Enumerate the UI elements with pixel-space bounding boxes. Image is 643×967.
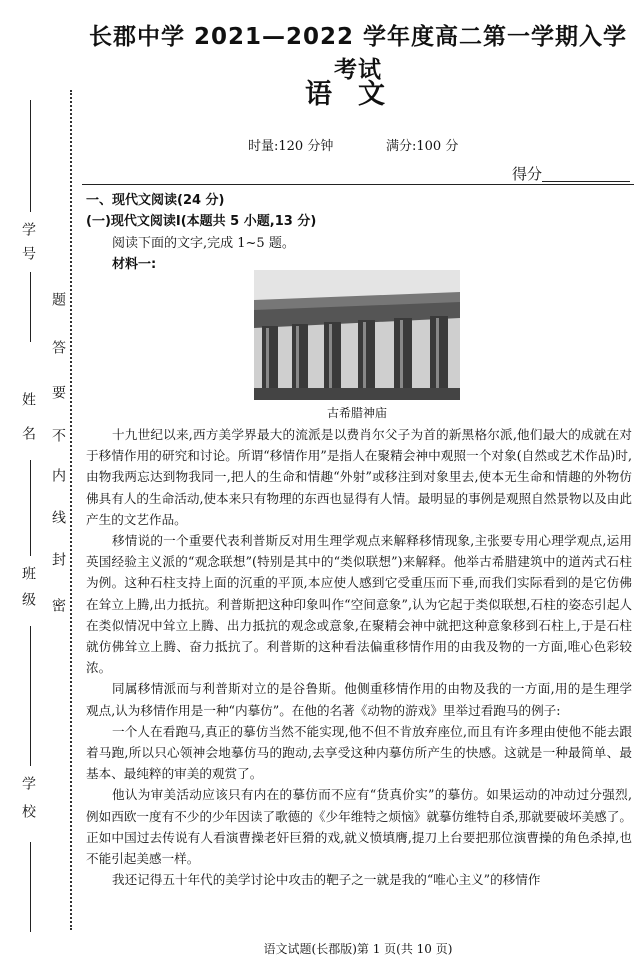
paragraph: 他认为审美活动应该只有内在的摹仿而不应有“货真价实”的摹仿。如果运动的冲动过分强烈,例如西欧一度有不少的少年因读了歌德的《少年维特之烦恼》就摹仿维特自杀,那就要破坏美感了。正如中国过去传说有人看演曹操老奸巨猾的戏,就义愤填膺,提刀上台要把那位演曹操的角色杀掉,也不能引起美感一样。: [86, 787, 632, 867]
paragraph: 一个人在看跑马,真正的摹仿当然不能实现,他不但不肯放弃座位,而且有许多理由使他不能去跟着马跑,所以只心领神会地摹仿马的跑动,去享受这种内摹仿所产生的快感。这就是一种最简单、最基本、最纯粹的审美的观赏了。: [86, 723, 632, 782]
exam-title: 长郡中学 2021—2022 学年度高二第一学期入学考试: [88, 24, 628, 83]
material-label: 材料一:: [112, 257, 157, 272]
paragraph: 十九世纪以来,西方美学界最大的流派是以费肖尔父子为首的新黑格尔派,他们最大的成就在对于移情作用的研究和讨论。所谓“移情作用”是指人在聚精会神中观照一个对象(自然或艺术作品)时,由物我两忘达到物我同一,把人的生命和情趣“外射”或移注到对象里去,使本无生命和情趣的外物仿佛具有人的生命活动,使本来只有物理的东西也显得有人情。最明显的事例是观照自然景物以及由此产生的文艺作品。: [86, 427, 632, 527]
time-limit: 时量:120 分钟: [248, 139, 334, 154]
xuehao-fill-line-lower[interactable]: [30, 272, 31, 342]
paragraph: 我还记得五十年代的美学讨论中攻击的靶子之一就是我的“唯心主义”的移情作: [112, 872, 541, 888]
seal-char: 题: [50, 292, 66, 306]
section-heading: 一、现代文阅读(24 分): [86, 193, 225, 208]
instruction-text: 阅读下面的文字,完成 1~5 题。: [112, 236, 295, 251]
seal-char: 答: [50, 340, 66, 354]
score-fill-line[interactable]: [542, 181, 630, 182]
header-rule: [82, 184, 634, 185]
page-footer: 语文试题(长郡版)第 1 页(共 10 页): [263, 942, 453, 956]
seal-char: 封: [50, 552, 66, 566]
paragraph: 移情说的一个重要代表利普斯反对用生理学观点来解释移情现象,主张要专用心理学观点,运用英国经验主义派的“观念联想”(特别是其中的“类似联想”)来解释。他举古希腊建筑中的道芮式石柱为例。这种石柱支持上面的沉重的平顶,本应使人感到它受重压而下垂,而我们实际看到的是它仿佛在耸立上腾,出力抵抗。利普斯把这种印象叫作“空间意象”,认为它起于类似联想,石柱的姿态引起人在类似情况中耸立上腾、出力抵抗的观念或意象,在聚精会神中就把这种意象移到石柱上,于是石柱就仿佛耸立上腾、奋力抵抗了。利普斯的这种看法偏重移情作用的由我及物的一方面,唯心色彩较浓。: [86, 533, 632, 676]
seal-char: 内: [50, 468, 66, 482]
seal-char: 线: [50, 510, 66, 524]
xingming-label: 姓名: [20, 392, 36, 460]
exam-sheet: [82, 0, 634, 967]
banji-fill-line[interactable]: [30, 626, 31, 766]
subject-title: 语文: [305, 79, 411, 110]
temple-photo: [254, 270, 460, 400]
binding-margin: [0, 0, 78, 967]
image-caption: 古希腊神庙: [326, 406, 387, 420]
xuexiao-fill-line[interactable]: [30, 842, 31, 932]
paragraph: 同属移情派而与利普斯对立的是谷鲁斯。他侧重移情作用的由物及我的一方面,用的是生理学观点,认为移情作用是一种“内摹仿”。在他的名著《动物的游戏》里举过看跑马的例子:: [86, 681, 632, 718]
xuexiao-label: 学校: [20, 776, 36, 832]
score-label: 得分: [512, 165, 543, 183]
seal-char: 不: [50, 428, 66, 442]
seal-dotted-line: [70, 90, 72, 930]
xingming-fill-line[interactable]: [30, 460, 31, 556]
xuehao-fill-line[interactable]: [30, 100, 31, 212]
full-score: 满分:100 分: [386, 139, 459, 154]
xuehao-label: 学号: [20, 222, 36, 270]
seal-char: 密: [50, 598, 66, 612]
material-body: [86, 424, 632, 890]
seal-char: 要: [50, 385, 66, 399]
temple-illustration: [254, 270, 460, 400]
banji-label: 班级: [20, 566, 36, 618]
subsection-heading: (一)现代文阅读Ⅰ(本题共 5 小题,13 分): [86, 214, 317, 229]
